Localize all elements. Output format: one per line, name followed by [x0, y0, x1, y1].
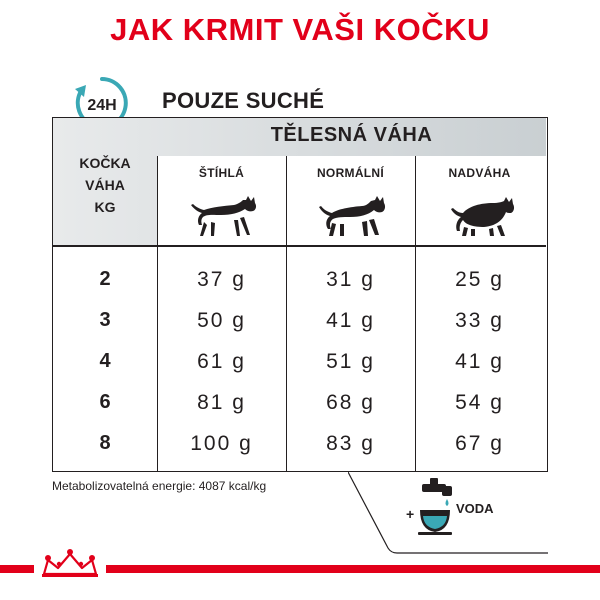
normal-cat-icon: [313, 196, 387, 238]
portion-cell: 25 g: [455, 268, 504, 291]
portion-cell: 81 g: [197, 391, 246, 414]
row-header-line: KG: [94, 199, 116, 215]
portion-cell: 41 g: [455, 350, 504, 373]
clock-label: 24H: [87, 97, 117, 114]
weight-kg-cell: 4: [99, 350, 111, 372]
row-header-line: VÁHA: [85, 177, 125, 193]
portion-cell: 33 g: [455, 309, 504, 332]
body-weight-header: TĚLESNÁ VÁHA: [270, 124, 433, 146]
portion-cell: 83 g: [326, 432, 375, 455]
portion-cell: 50 g: [197, 309, 246, 332]
energy-footnote: Metabolizovatelná energie: 4087 kcal/kg: [52, 479, 267, 493]
weight-kg-cell: 3: [99, 309, 111, 331]
royal-canin-crown-icon: [38, 548, 102, 578]
feeding-table: [52, 117, 548, 472]
column-header-normal: NORMÁLNÍ: [316, 166, 385, 180]
portion-cell: 31 g: [326, 268, 375, 291]
column-header-slim: ŠTÍHLÁ: [198, 166, 245, 180]
slim-cat-icon: [184, 196, 258, 238]
cat-weight-header: [53, 152, 157, 218]
overweight-cat-icon: [442, 196, 516, 238]
portion-cell: 61 g: [197, 350, 246, 373]
water-label: VODA: [456, 501, 494, 516]
portion-cell: 41 g: [326, 309, 375, 332]
portion-cell: 67 g: [455, 432, 504, 455]
feeding-mode-subtitle: POUZE SUCHÉ: [162, 88, 325, 113]
water-tap-icon: [418, 478, 452, 535]
portion-cell: 37 g: [197, 268, 246, 291]
page-title: JAK KRMIT VAŠI KOČKU: [110, 12, 490, 47]
weight-kg-cell: 6: [99, 391, 111, 413]
portion-cell: 51 g: [326, 350, 375, 373]
plus-sign: +: [406, 506, 415, 522]
weight-kg-cell: 2: [99, 268, 111, 290]
weight-kg-cell: 8: [99, 432, 111, 454]
portion-cell: 100 g: [190, 432, 253, 455]
portion-cell: 54 g: [455, 391, 504, 414]
row-header-line: KOČKA: [79, 155, 131, 171]
portion-cell: 68 g: [326, 391, 375, 414]
water-panel: [348, 472, 548, 554]
column-header-overweight: NADVÁHA: [448, 166, 511, 180]
header-rule: [53, 245, 546, 247]
